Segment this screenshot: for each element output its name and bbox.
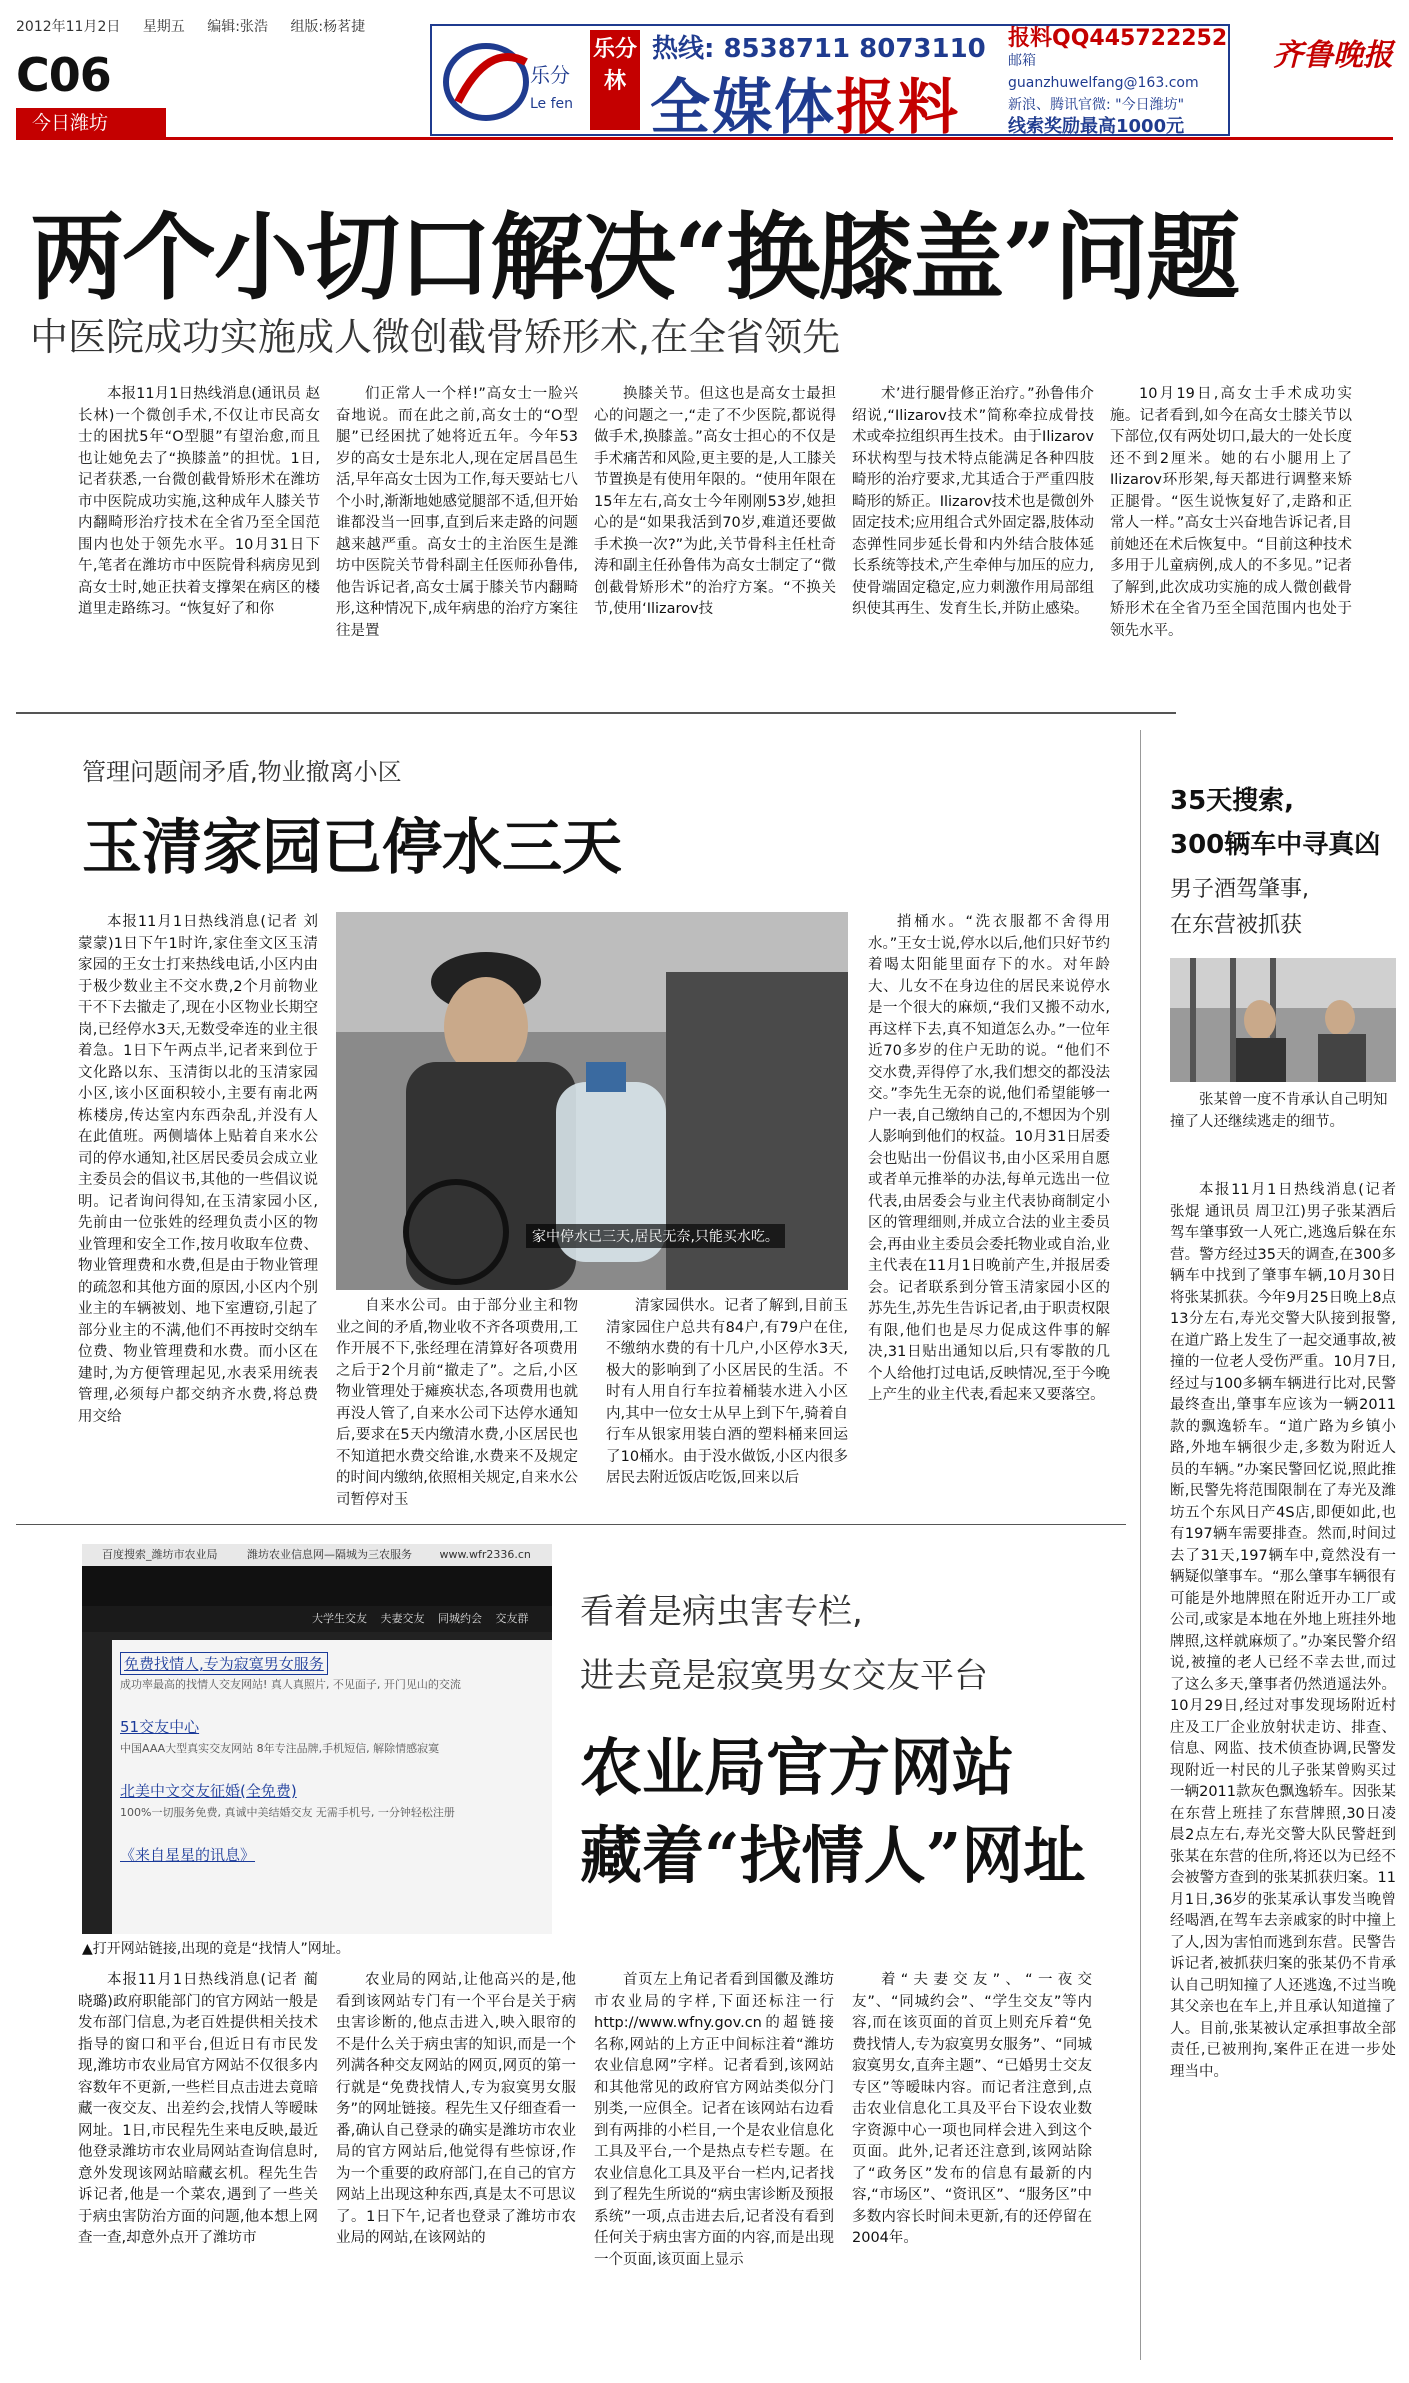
divider <box>16 712 1176 714</box>
article3-col2: 农业局的网站,让他高兴的是,他看到该网站专门有一个平台是关于病虫害诊断的,他点击进入,映入眼帘的不是什么关于病虫害的知识,而是一个列满各种交友网站的网页,网页的第一行就是“免费找情人,专为寂寞男女服务”的网址链接。程先生又仔细查看一番,确认自己登录的确实是潍坊市农业局的官方网站后,他觉得有些惊讶,作为一个重要的政府部门,在自己的官方网站上出现这种东西,真是太不可思议了。1日下午,记者也登录了潍坊市农业局的网站,在该网站的 <box>336 1972 576 2246</box>
nav-item[interactable]: 夫妻交友 <box>380 1612 425 1625</box>
paper-logo: 齐鲁晚报 <box>1273 38 1393 73</box>
site-header <box>82 1566 552 1606</box>
ad-banner[interactable] <box>430 24 1230 143</box>
sidebar-body: 本报11月1日热线消息(记者 张焜 通讯员 周卫江)男子张某酒后驾车肇事致一人死亡,逃逸后躲在东营。警方经过35天的调查,在300多辆车中找到了肇事车辆,10月30日将张某抓获。今年9月25日晚上8点13分左右,寿光交警大队接到报警,在道广路上发生了一起交通事故,被撞的一位老人受伤严重。10月7日,经过与100多辆车辆进行比对,民警最终查出,肇事车应该为一辆2011款的飘逸轿车。“道广路为乡镇小路,外地车辆很少走,多数为附近人员的车辆。”办案民警回忆说,照此推断,民警先将范围限制在了寿光及潍坊五个东风日产4S店,即便如此,也有197辆车需要排查。然而,时间过去了31天,197辆车中,竟然没有一辆疑似肇事车。“那么肇事车辆很有可能是外地牌照在附近开办工厂或公司,或家是本地在外地上班挂外地牌照,这样就麻烦了。”办案民警介绍说,被撞的老人已经不幸去世,而过了这么多天,肇事者仍然逍遥法外。10月29日,经过对事发现场附近村庄及工厂企业放射状走访、排查、信息、网监、技术侦查协调,民警发现附近一村民的儿子张某曾购买过一辆2011款灰色飘逸轿车。因张某在东营上班挂了东营牌照,30日凌晨2点左右,寿光交警大队民警赶到张某在东营的住所,将还以为已经不会被警方查到的张某抓获归案。11月1日,36岁的张某承认事发当晚曾经喝酒,在驾车去亲戚家的时中撞上了人,因为害怕而逃到东营。民警告诉记者,被抓获归案的张某仍不肯承认自己明知撞了人还逃逸,不过当晚其父亲也在车上,并且承认知道撞了人。目前,张某被认定承担事故全部责任,已被刑拘,案件正在进一步处理当中。 <box>1170 1182 1396 2080</box>
article3-title2: 藏着“找情人”网址 <box>580 1819 1086 1892</box>
article3-photo-caption: ▲打开网站链接,出现的竟是“找情人”网址。 <box>82 1941 350 1957</box>
ad-slogan <box>650 60 960 146</box>
section-tab: 今日潍坊 <box>16 108 166 138</box>
ad-email: 邮箱 guanzhuwelfang@163.com <box>1008 53 1199 91</box>
browser-url: www.wfr2336.cn <box>439 1548 531 1561</box>
sidebar-sub2: 在东营被抓获 <box>1170 913 1303 938</box>
web-link-desc: 成功率最高的找情人交友网站! 真人真照片, 不见面子, 开门见山的交流 <box>120 1678 461 1691</box>
ad-contact <box>1008 28 1228 138</box>
article3-kicker2: 进去竟是寂寞男女交友平台 <box>580 1656 988 1696</box>
article1-col3: 换膝关节。但这也是高女士最担心的问题之一,“走了不少医院,都说得做手术,换膝盖。”高女士担心的不仅是手术痛苦和风险,更主要的是,人工膝关节置换是有使用年限的。“使用年限在15年左右,高女士今年刚刚53岁,她担心的是“如果我活到70岁,难道还要做手术换一次?”为此,关节骨科主任杜奇涛和副主任孙鲁伟为高女士制定了“微创截骨矫形术”的治疗方案。“不换关节,使用‘Ilizarov技 <box>594 386 836 617</box>
sidebar-head1: 35天搜索, <box>1170 786 1295 816</box>
date: 2012年11月2日 <box>16 19 121 35</box>
nav-item[interactable]: 大学生交友 <box>312 1612 367 1625</box>
ad-slogan-right: 报料 <box>836 73 960 143</box>
site-nav <box>82 1606 552 1632</box>
lefen-logo <box>438 32 584 128</box>
web-link[interactable]: 免费找情人,专为寂寞男女服务 <box>120 1652 328 1675</box>
article1-col2: 们正常人一个样!”高女士一脸兴奋地说。而在此之前,高女士的“O型腿”已经困扰了她将近五年。今年53岁的高女士是东北人,现在定居昌邑生活,早年高女士因为工作,每天要站七八个小时,渐渐地她感觉腿部不适,但开始谁都没当一回事,直到后来走路的问题越来越严重。高女士的主治医生是潍坊中医院关节骨科副主任医师孙鲁伟,他告诉记者,高女士属于膝关节内翻畸形,这种情况下,成年病患的治疗方案往往是置 <box>336 386 578 639</box>
web-link-desc: 中国AAA大型真实交友网站 8年专注品牌,手机短信, 解除情感寂寞 <box>120 1742 440 1755</box>
article3-title1: 农业局官方网站 <box>580 1731 1015 1804</box>
article3-col1: 本报11月1日热线消息(记者 蔺晓璐)政府职能部门的官方网站一般是发布部门信息,为老百姓提供相关技术指导的窗口和平台,但近日有市民发现,潍坊市农业局官方网站不仅很多内容数年不更新,一些栏目点击进去竟暗藏一夜交友、出差约会,找情人等暧昧网址。1日,市民程先生来电反映,最近他登录潍坊市农业局网站查询信息时,意外发现该网站暗藏玄机。程先生告诉记者,他是一个菜农,遇到了一些关于病虫害防治方面的问题,他本想上网查一查,却意外点开了潍坊市 <box>78 1972 318 2246</box>
web-link-desc: 100%一切服务免费, 真诚中美结婚交友 无需手机号, 一分钟轻松注册 <box>120 1806 455 1819</box>
article1-col1: 本报11月1日热线消息(通讯员 赵长林)一个微创手术,不仅让市民高女士的困扰5年“O型腿”有望治愈,而且也让她免去了“换膝盖”的担忧。1日,记者获悉,一台微创截骨矫形术在潍坊市中医院成功实施,这种成年人膝关节内翻畸形治疗技术在全省乃至全国范围内也处于领先水平。10月31日下午,笔者在潍坊市中医院骨科病房见到高女士时,她正扶着支撑架在病区的楼道里走路练习。“恢复好了和你 <box>78 386 320 617</box>
article3-col3: 首页左上角记者看到国徽及潍坊市农业局的字样,下面还标注一行http://www.wfny.gov.cn的超链接名称,网站的上方正中间标注着“潍坊农业信息网”字样。记者看到,该网站和其他常见的政府官方网站类似分门别类,一应俱全。记者在该网站右边看到有两排的小栏目,一个是农业信息化工具及平台,一个是热点专栏专题。在农业信息化工具及平台一栏内,记者找到了程先生所说的“病虫害诊断及预报系统”一项,点击进去后,记者没有看到任何关于病虫害方面的内容,而是出现一个页面,该页面上显示 <box>594 1972 834 2268</box>
article3-col4: 着“夫妻交友”、“一夜交友”、“同城约会”、“学生交友”等内容,而在该页面的首页上则充斥着“免费找情人,专为寂寞男女服务”、“同城寂寞男女,直奔主题”、“已婚男士交友专区”等暧昧内容。而记者注意到,点击农业信息化工具及平台下设农业数字资源中心一项也同样会进入到这个页面。此外,记者还注意到,该网站除了“政务区”发布的信息有最新的内容,“市场区”、“资讯区”、“服务区”中多数内容长时间未更新,有的还停留在2004年。 <box>852 1972 1092 2246</box>
article3-kicker1: 看着是病虫害专栏, <box>580 1592 863 1632</box>
web-link[interactable]: 北美中文交友征婚(全免费) <box>120 1782 297 1800</box>
logo-en: Le fen <box>530 96 574 112</box>
web-link[interactable]: 《来自星星的讯息》 <box>120 1846 256 1864</box>
suspect-photo-image <box>1170 958 1396 1082</box>
sidebar-head2: 300辆车中寻真凶 <box>1170 830 1381 860</box>
article1-col4: 术’进行腿骨修正治疗。”孙鲁伟介绍说,“Ilizarov技术”简称牵拉成骨技术或牵拉组织再生技术。由于Ilizarov环状构型与技术特点能满足各种四肢畸形的治疗要求,尤其适合于严重四肢畸形的矫正。Ilizarov技术也是微创外固定技术;应用组合式外固定器,肢体动态弹性同步延长骨和内外结合肢体延长系统等技术,产生牵伸与加压的应力,使骨端固定稳定,应力刺激作用局部组织使其再生、发育生长,并防止感染。 <box>852 386 1094 617</box>
suspect-photo <box>1170 958 1396 1082</box>
ad-slogan-left: 全媒体 <box>650 73 836 143</box>
nav-item[interactable]: 同城约会 <box>438 1612 482 1625</box>
web-link[interactable]: 51交友中心 <box>120 1718 200 1736</box>
ad-hotline: 热线: 8538711 8073110 <box>652 34 986 64</box>
logo-text: 乐分 <box>530 63 570 87</box>
dateline <box>16 16 383 36</box>
editor: 编辑:张浩 <box>207 19 268 35</box>
article2-title: 玉清家园已停水三天 <box>82 813 622 883</box>
lefen-badge: 乐分林 <box>590 30 640 130</box>
photo-caption: 家中停水已三天,居民无奈,只能买水吃。 <box>526 1224 785 1248</box>
sidebar-divider <box>1140 730 1141 2360</box>
article2-kicker: 管理问题闹矛盾,物业撤离小区 <box>82 758 402 786</box>
ad-weibo: 新浪、腾讯官微: "今日潍坊" <box>1008 97 1185 113</box>
ad-reward: 线索奖励最高1000元 <box>1008 116 1185 137</box>
website-screenshot <box>82 1544 552 1934</box>
browser-tabbar <box>82 1544 552 1566</box>
article1-title: 两个小切口解决“换膝盖”问题 <box>30 203 1239 313</box>
weekday: 星期五 <box>142 19 185 35</box>
browser-tab2: 潍坊农业信息网—隔城为三农服务 <box>247 1548 412 1561</box>
article2-col1: 本报11月1日热线消息(记者 刘蒙蒙)1日下午1时许,家住奎文区玉清家园的王女士打来热线电话,小区内由于极少数业主不交水费,2个月前物业干不下去撤走了,现在小区物业长期空岗,已经停水3天,无数受牵连的业主很着急。1日下午两点半,记者来到位于文化路以东、玉清街以北的玉清家园小区,该小区面积较小,主要有南北两栋楼房,传达室内东西杂乱,并没有人在此值班。两侧墙体上贴着自来水公司的停水通知,社区居民委员会成立业主委员会的倡议书,其他的一些倡议说明。记者询问得知,在玉清家园小区,先前由一位张姓的经理负责小区的物业管理和安全工作,按月收取车位费、物业管理费和水费,但是由于物业管理的疏忽和其他方面的原因,小区内个别业主的车辆被划、地下室遭窃,引起了部分业主的不满,他们不再按时交纳车位费、物业管理费和水费。而小区在建时,为方便管理起见,水表采用统表管理,必须每户都交纳齐水费,将总费用交给 <box>78 914 318 1425</box>
article2-col3: 清家园供水。记者了解到,目前玉清家园住户总共有84户,有79户在住,不缴纳水费的有十几户,小区停水3天,极大的影响到了小区居民的生活。不时有人用自行车拉着桶装水进入小区内,其中一位女士从早上到下午,骑着自行车从银家用装白酒的塑料桶来回运了10桶水。由于没水做饭,小区内很多居民去附近饭店吃饭,回来以后 <box>606 1298 848 1486</box>
browser-tab1: 百度搜索_潍坊市农业局 <box>102 1548 218 1561</box>
sidebar-sub1: 男子酒驾肇事, <box>1170 877 1309 902</box>
nav-item[interactable]: 交友群 <box>495 1612 529 1625</box>
ad-qq: 报料QQ445722252 <box>1008 26 1228 51</box>
page-number: C06 <box>16 48 111 102</box>
layout-credit: 组版:杨茗捷 <box>290 19 366 35</box>
article2-col4: 捎桶水。“洗衣服都不舍得用水。”王女士说,停水以后,他们只好节约着喝太阳能里面存下的水。对年龄大、儿女不在身边住的居民来说停水是一个很大的麻烦,“我们又搬不动水,再这样下去,真不知道怎么办。”一位年近70多岁的住户无助的说。“他们不交水费,弄得停了水,我们想交的都没法交。”李先生无奈的说,他们希望能够一户一表,自己缴纳自己的,不想因为个别人影响到他们的权益。10月31日居委会也贴出一份倡议书,由小区采用自愿或者单元推举的办法,每单元选出一位代表,由居委会与业主代表协商制定小区的管理细则,并成立合法的业主委员会,再由业主委员会委托物业或自治,业主代表在11月1日晚前产生,并报居委会。记者联系到分管玉清家园小区的苏先生,苏先生告诉记者,由于职责权限有限,他们也是尽力促成这件事的解决,31日贴出通知以后,只有零散的几个人给他打过电话,反映情况,至于今晚上产生的业主代表,看起来又要落空。 <box>868 914 1110 1403</box>
sidebar-caption: 张某曾一度不肯承认自己明知撞了人还继续逃走的细节。 <box>1170 1092 1388 1130</box>
article1-subtitle: 中医院成功实施成人微创截骨矫形术,在全省领先 <box>30 315 841 359</box>
article1-col5: 10月19日,高女士手术成功实施。记者看到,如今在高女士膝关节以下部位,仅有两处切口,最大的一处长度还不到2厘米。她的右小腿用上了Ilizarov环形架,每天都进行调整来矫正腿骨。“医生说恢复好了,走路和正常人一样。”高女士兴奋地告诉记者,目前她还在术后恢复中。“目前这种技术多用于儿童病例,成人的不多见。”记者了解到,此次成功实施的成人微创截骨矫形术在全省乃至全国范围内也处于领先水平。 <box>1110 386 1352 639</box>
water-shortage-photo <box>336 912 848 1290</box>
divider <box>16 1524 1126 1525</box>
article2-col2: 自来水公司。由于部分业主和物业之间的矛盾,物业收不齐各项费用,工作开展不下,张经理在清算好各项费用之后于2个月前“撤走了”。之后,小区物业管理处于瘫痪状态,各项费用也就再没人管了,自来水公司下达停水通知后,要求在5天内缴清水费,小区居民也不知道把水费交给谁,水费来不及规定的时间内缴纳,依照相关规定,自来水公司暂停对玉 <box>336 1298 578 1506</box>
